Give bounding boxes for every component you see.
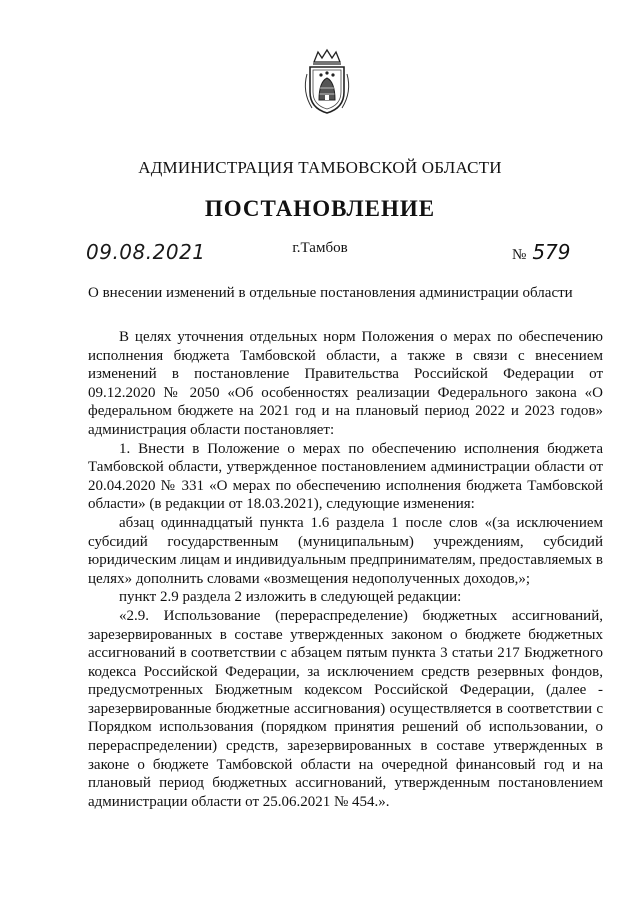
organization-title: АДМИНИСТРАЦИЯ ТАМБОВСКОЙ ОБЛАСТИ (138, 158, 502, 177)
document-city: г.Тамбов (292, 240, 348, 256)
body-paragraph: 1. Внести в Положение о мерах по обеспечению исполнения бюджета Тамбовской области, утвержденное постановлением администрации области от 20.04.2020 № 331 «О мерах по обеспечению исполнения бюджета Тамбовской области» (в редакции от 18.03.2021), следующие изменения: (88, 440, 603, 513)
body-paragraph: абзац одиннадцатый пункта 1.6 раздела 1 после слов «(за исключением субсидий государственным (муниципальным) учреждениям, субсидий юридическим лицам и индивидуальным предпринимателям, предоставляемых в целях» дополнить словами «возмещения недополученных доходов,»; (88, 514, 603, 587)
document-date: 09.08.2021 (86, 240, 206, 264)
number-value: 579 (532, 240, 571, 264)
body-paragraph: «2.9. Использование (перераспределение) бюджетных ассигнований, зарезервированных в составе утвержденных законом о бюджете бюджетных ассигнований в соответствии с абзацем пятым пункта 3 статьи 217 Бюджетного кодекса Российской Федерации, за исключением средств резервных фондов, предусмотренных Бюджетным кодексом Российской Федерации, (далее - зарезервированные бюджетные ассигнования) осуществляется в соответствии с Порядком использования (порядком принятия решений об использовании, о перераспределении) средств, зарезервированных в составе утвержденных в законе о бюджете Тамбовской области на очередной финансовый год и на плановый период бюджетных ассигнований, утвержденным постановлением администрации области от 25.06.2021 № 454.». (88, 607, 603, 810)
number-prefix: № (512, 247, 527, 263)
tambov-coat-of-arms-icon (300, 48, 354, 116)
document-subject: О внесении изменений в отдельные постановления администрации области (88, 285, 573, 301)
document-type-heading: ПОСТАНОВЛЕНИЕ (204, 196, 436, 221)
body-paragraph: В целях уточнения отдельных норм Положения о мерах по обеспечению исполнения бюджета Тамбовской области, а также в связи с внесением изменений в постановление Правительства Российской Федерации от 09.12.2020 № 2050 «Об особенностях реализации Федерального закона «О федеральном бюджете на 2021 год и на плановый период 2022 и 2023 годов» администрация области постановляет: (88, 329, 603, 438)
document-number (512, 240, 571, 264)
body-paragraph: пункт 2.9 раздела 2 изложить в следующей редакции: (119, 589, 462, 606)
document-body (88, 328, 603, 811)
